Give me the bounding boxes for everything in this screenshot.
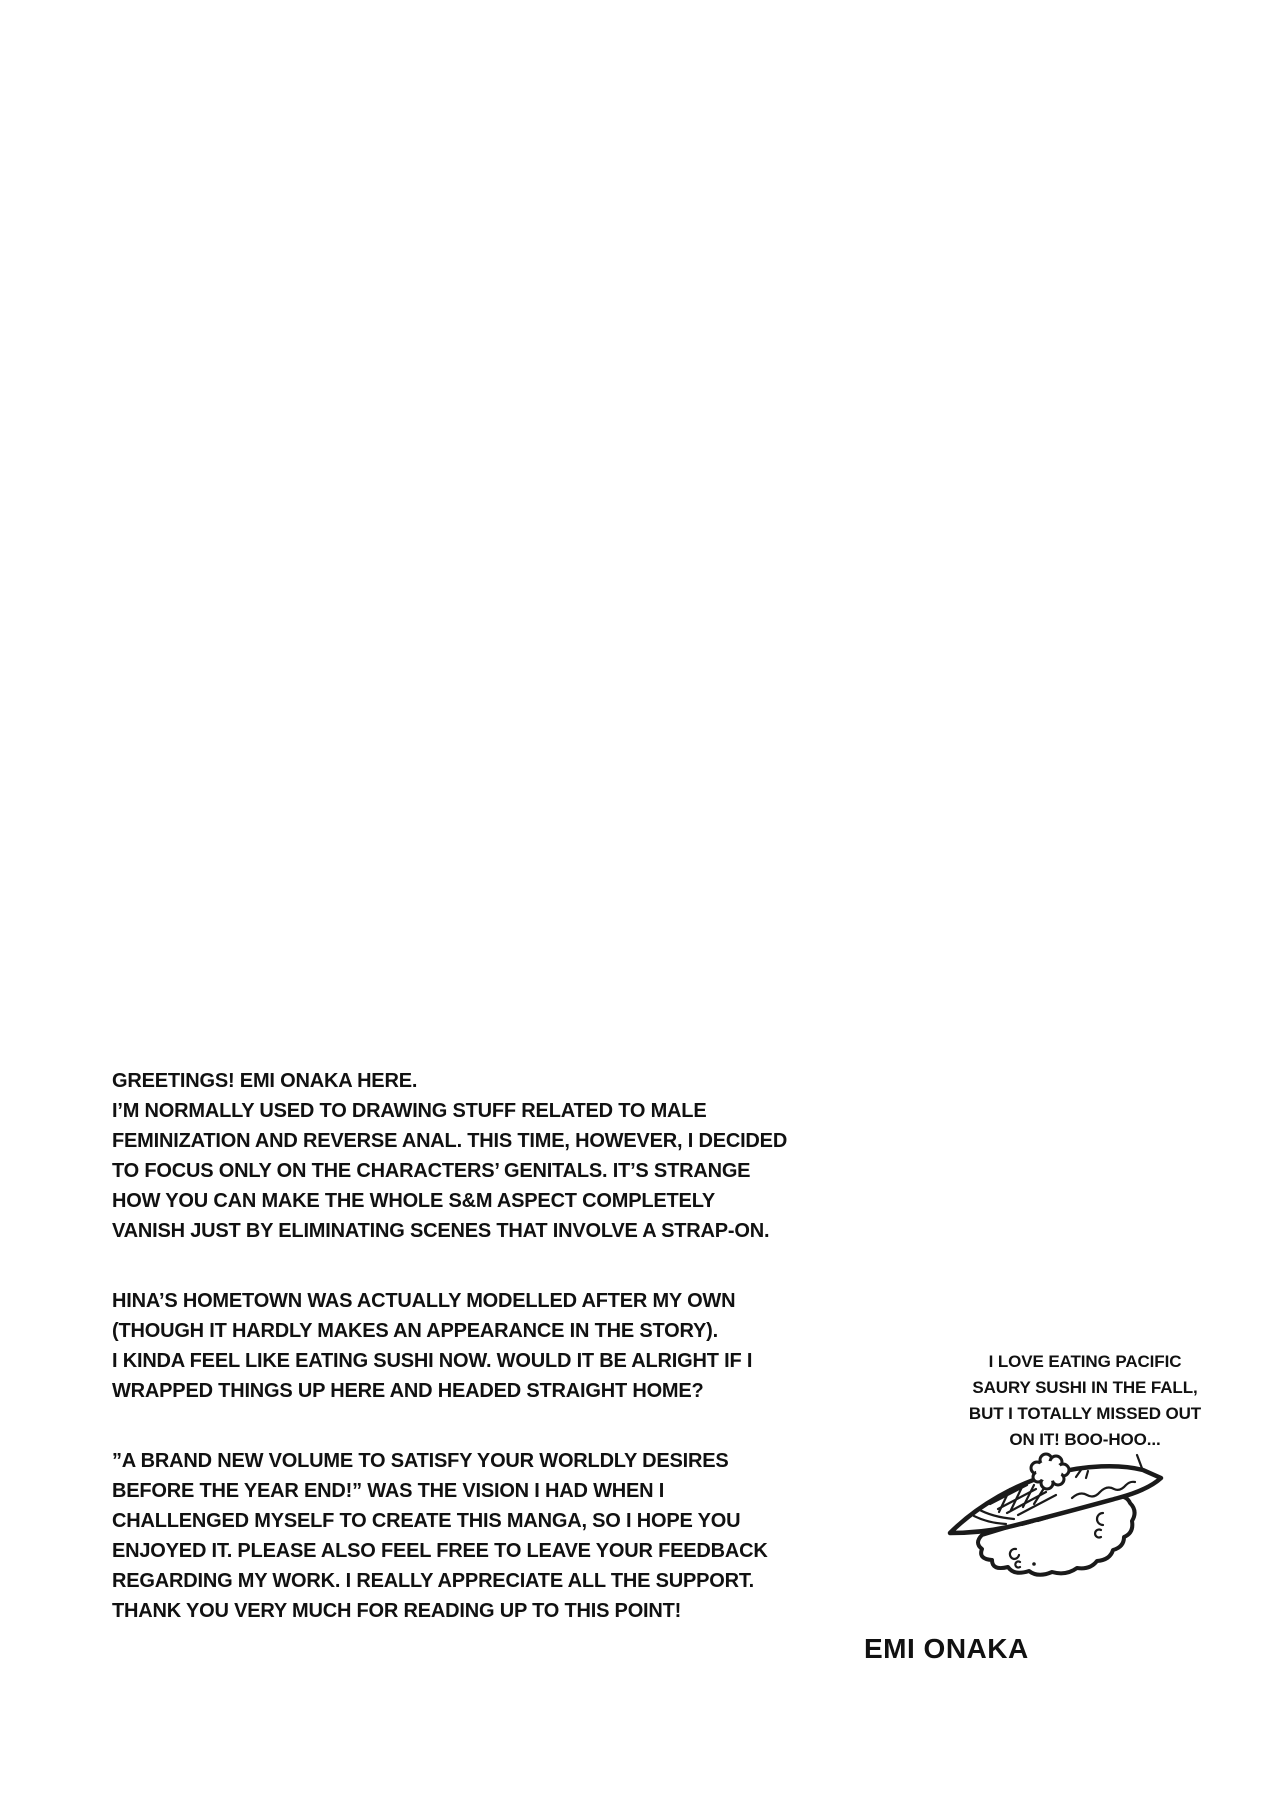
author-note-line: BUT I TOTALLY MISSED OUT bbox=[968, 1404, 1202, 1423]
author-note bbox=[938, 1349, 1232, 1453]
afterword-paragraph-1 bbox=[112, 1066, 912, 1246]
afterword-line: VANISH JUST BY ELIMINATING SCENES THAT INVOLVE A STRAP-ON. bbox=[112, 1220, 770, 1242]
afterword-paragraph-3 bbox=[112, 1446, 912, 1626]
afterword-line: BEFORE THE YEAR END!” WAS THE VISION I HAD WHEN I bbox=[112, 1480, 665, 1502]
author-note-line: ON IT! BOO-HOO... bbox=[1009, 1430, 1161, 1449]
afterword-line: TO FOCUS ONLY ON THE CHARACTERS’ GENITALS. IT’S STRANGE bbox=[112, 1160, 751, 1182]
afterword-line: ENJOYED IT. PLEASE ALSO FEEL FREE TO LEAVE YOUR FEEDBACK bbox=[112, 1540, 768, 1562]
afterword-line: HINA’S HOMETOWN WAS ACTUALLY MODELLED AFTER MY OWN bbox=[112, 1290, 736, 1312]
afterword-text-block bbox=[112, 1066, 912, 1626]
afterword-line: I’M NORMALLY USED TO DRAWING STUFF RELATED TO MALE bbox=[112, 1100, 707, 1122]
afterword-line: WRAPPED THINGS UP HERE AND HEADED STRAIGHT HOME? bbox=[112, 1380, 704, 1402]
afterword-line: (THOUGH IT HARDLY MAKES AN APPEARANCE IN THE STORY). bbox=[112, 1320, 718, 1342]
afterword-line: REGARDING MY WORK. I REALLY APPRECIATE ALL THE SUPPORT. bbox=[112, 1570, 755, 1592]
afterword-line: GREETINGS! EMI ONAKA HERE. bbox=[112, 1070, 418, 1092]
afterword-line: ”A BRAND NEW VOLUME TO SATISFY YOUR WORLDLY DESIRES bbox=[112, 1450, 729, 1472]
author-signature: EMI ONAKA bbox=[864, 1633, 1029, 1664]
afterword-line: I KINDA FEEL LIKE EATING SUSHI NOW. WOULD IT BE ALRIGHT IF I bbox=[112, 1350, 753, 1372]
afterword-paragraph-2 bbox=[112, 1286, 912, 1406]
sushi-nigiri-illustration bbox=[930, 1445, 1180, 1585]
afterword-line: FEMINIZATION AND REVERSE ANAL. THIS TIME, HOWEVER, I DECIDED bbox=[112, 1130, 788, 1152]
author-note-line: SAURY SUSHI IN THE FALL, bbox=[972, 1378, 1198, 1397]
afterword-line: THANK YOU VERY MUCH FOR READING UP TO THIS POINT! bbox=[112, 1600, 682, 1622]
afterword-line: CHALLENGED MYSELF TO CREATE THIS MANGA, SO I HOPE YOU bbox=[112, 1510, 741, 1532]
afterword-line: HOW YOU CAN MAKE THE WHOLE S&M ASPECT COMPLETELY bbox=[112, 1190, 716, 1212]
author-note-line: I LOVE EATING PACIFIC bbox=[988, 1352, 1182, 1371]
